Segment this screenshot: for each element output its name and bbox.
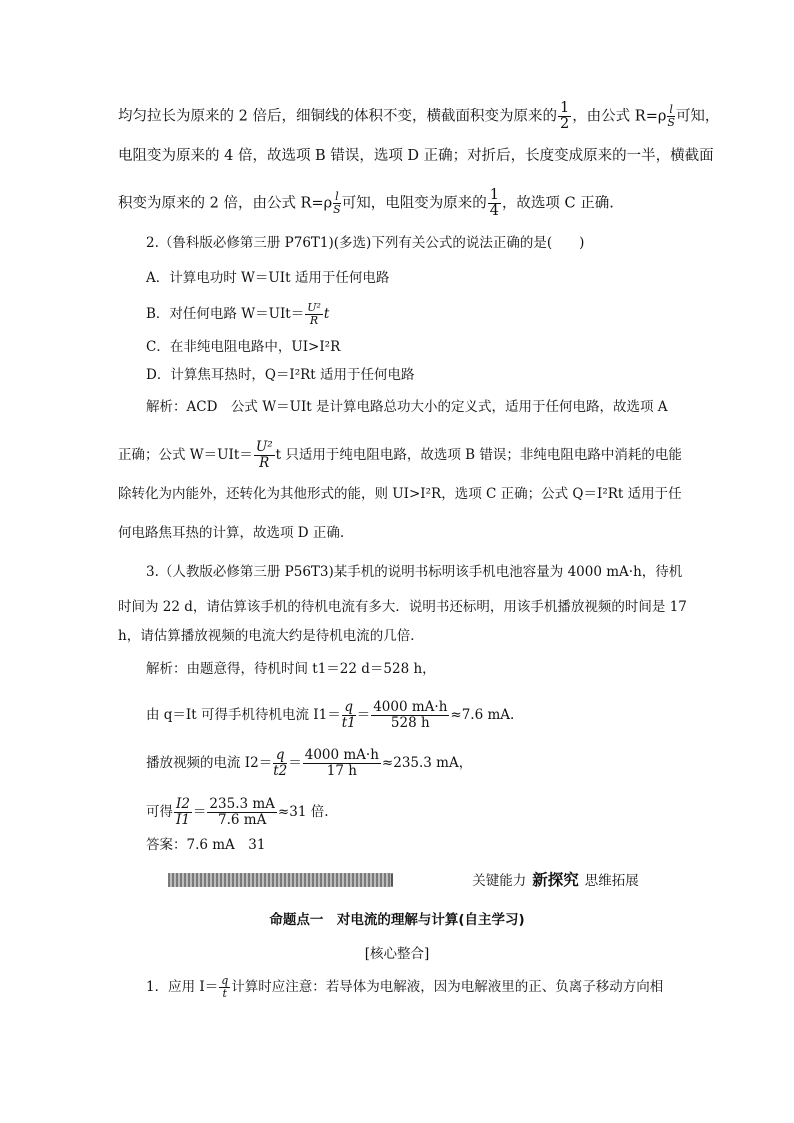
- answer-line: 答案：7.6 mA 31: [146, 837, 266, 853]
- section-banner: [168, 870, 680, 890]
- denominator: S: [667, 116, 675, 129]
- numerator: q: [273, 748, 287, 764]
- banner-right-text: 思维拓展: [584, 873, 639, 889]
- denominator: t: [222, 987, 227, 1000]
- text: 可得: [146, 804, 173, 820]
- paragraph-line: 电阻变为原来的 4 倍，故选项 B 错误，选项 D 正确；对折后，长度变成原来的一半，横截面: [118, 148, 714, 164]
- fraction: [342, 700, 356, 731]
- text: 计算时应注意：若导体为电解液，因为电解液里的正、负离子移动方向相: [231, 979, 664, 995]
- denominator: 7.6 mA: [218, 812, 267, 828]
- text: ，故选项 C 正确.: [501, 195, 614, 212]
- numerator: 235.3 mA: [209, 796, 275, 812]
- paragraph-line: [118, 101, 719, 132]
- denominator: t1: [341, 715, 356, 731]
- fraction: [558, 101, 571, 132]
- analysis-line: 何电路焦耳热的计算，故选项 D 正确.: [118, 525, 345, 541]
- numerator: 1: [489, 187, 499, 203]
- question-stem: 时间为 22 d，请估算该手机的待机电流有多大．说明书还标明，用该手机播放视频的时间是 17: [118, 599, 687, 615]
- fraction: [667, 104, 675, 129]
- text: 1．应用 I＝: [146, 979, 219, 995]
- banner-left-text: 关键能力: [472, 873, 527, 889]
- fraction: [305, 302, 323, 327]
- text: 由 q＝It 可得手机待机电流 I1＝: [146, 707, 341, 723]
- numerator: 4000 mA·h: [304, 747, 379, 763]
- text: B．对任何电路 W＝UIt＝: [146, 306, 305, 322]
- numerator: 4000 mA·h: [373, 699, 448, 715]
- text: ≈7.6 mA.: [450, 707, 515, 723]
- denominator: 4: [489, 203, 499, 219]
- option-b: [146, 302, 329, 327]
- text: 积变为原来的 2 倍，由公式 R=ρ: [118, 195, 333, 212]
- text: 可知，电阻变为原来的: [341, 195, 487, 212]
- analysis-line: 解析：ACD 公式 W＝UIt 是计算电路总功大小的定义式，适用于任何电路，故选项 A: [146, 399, 668, 415]
- text: t: [323, 306, 330, 322]
- fraction: [333, 191, 341, 216]
- numerator: l: [667, 104, 675, 117]
- denominator: 2: [559, 116, 570, 132]
- section-title: 命题点一 对电流的理解与计算(自主学习): [269, 912, 525, 928]
- option-c: C．在非纯电阻电路中，UI>I²R: [146, 339, 341, 355]
- fraction: [219, 975, 230, 1000]
- fraction: [303, 748, 381, 779]
- numerator: l: [333, 191, 341, 204]
- fraction: [488, 188, 501, 219]
- numerator: U²: [307, 301, 321, 314]
- denominator: 528 h: [390, 715, 430, 731]
- numerator: 1: [559, 100, 570, 116]
- analysis-line: 除转化为内能外，还转化为其他形式的能，则 UI>I²R，选项 C 正确；公式 Q＝I²Rt 适用于任: [118, 486, 682, 502]
- text: ≈235.3 mA，: [381, 755, 473, 771]
- text: ≈31 倍.: [277, 804, 329, 820]
- fraction: [207, 797, 277, 828]
- text: t 只适用于纯电阻电路，故选项 B 错误；非纯电阻电路中消耗的电能: [275, 447, 682, 463]
- section-subtitle: [核心整合]: [364, 946, 430, 962]
- solution-line: [146, 700, 514, 731]
- paragraph-line: [118, 188, 614, 219]
- fraction: [371, 700, 449, 731]
- question-stem: h，请估算播放视频的电流大约是待机电流的几倍．: [118, 628, 424, 644]
- numerator: q: [221, 974, 229, 987]
- text: 可知，: [675, 108, 720, 125]
- text: 均匀拉长为原来的 2 倍后，细铜线的体积不变，横截面积变为原来的: [118, 108, 557, 125]
- banner-mid-text: 新探究: [532, 871, 579, 889]
- text: ，由公式 R=ρ: [572, 108, 667, 125]
- denominator: R: [259, 455, 270, 471]
- solution-line: 解析：由题意得，待机时间 t1＝22 d＝528 h，: [146, 661, 436, 677]
- text: ＝: [288, 755, 302, 771]
- denominator: t2: [273, 763, 288, 779]
- question-stem: 2.（鲁科版必修第三册 P76T1)(多选)下列有关公式的说法正确的是( ): [146, 235, 585, 251]
- fraction: [254, 440, 275, 471]
- banner-label: [393, 870, 718, 890]
- denominator: S: [333, 203, 341, 216]
- numerator: U²: [255, 439, 273, 455]
- numerator: I2: [176, 796, 190, 812]
- denominator: 17 h: [326, 763, 357, 779]
- option-a: A．计算电功时 W＝UIt 适用于任何电路: [146, 270, 390, 286]
- text: 播放视频的电流 I2＝: [146, 755, 273, 771]
- fraction: [273, 748, 287, 779]
- denominator: R: [309, 314, 319, 327]
- option-d: D．计算焦耳热时，Q＝I²Rt 适用于任何电路: [146, 367, 415, 383]
- fraction: [174, 797, 192, 828]
- numerator: q: [342, 700, 356, 716]
- text: ＝: [356, 707, 371, 723]
- section-item: [146, 975, 663, 1000]
- solution-line: [146, 797, 329, 828]
- solution-line: [146, 748, 472, 779]
- question-stem: 3.（人教版必修第三册 P56T3)某手机的说明书标明该手机电池容量为 4000 mA·h，待机: [146, 564, 683, 580]
- text: 正确；公式 W＝UIt＝: [118, 447, 253, 463]
- analysis-line: [118, 440, 682, 471]
- denominator: I1: [176, 812, 190, 828]
- text: ＝: [192, 804, 207, 820]
